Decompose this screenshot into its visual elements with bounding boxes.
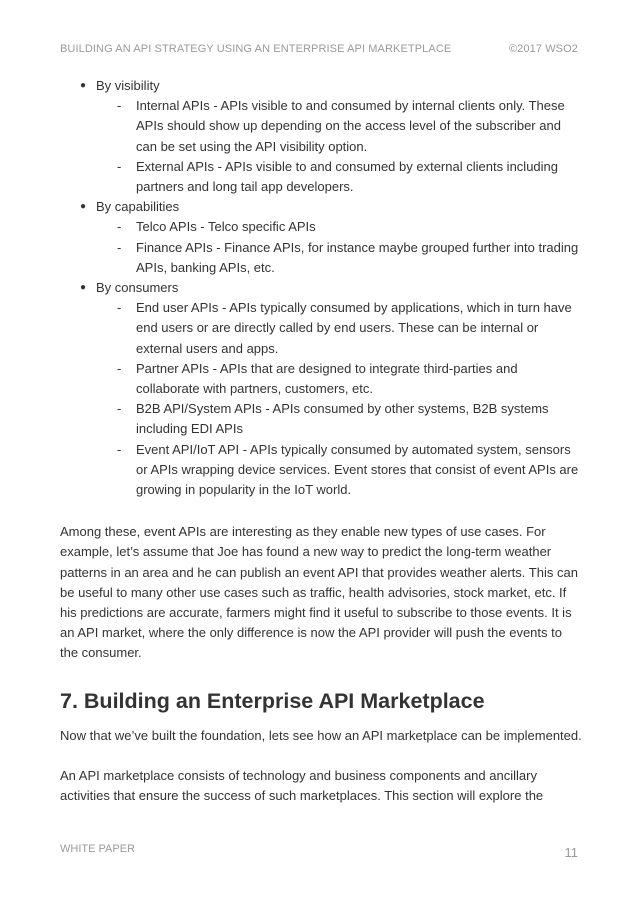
dash-icon: -	[117, 401, 122, 417]
sub-list	[96, 96, 582, 197]
dash-icon: -	[117, 98, 122, 114]
dash-icon: -	[117, 219, 122, 235]
header-copyright: ©2017 WSO2	[508, 43, 578, 55]
sub-list	[96, 298, 582, 500]
bullet-icon: ●	[80, 282, 87, 294]
sub-list-item: - End user APIs - APIs typically consumed by applications, which in turn have end users or are directly called by end users. These can be internal or external users and apps.	[117, 300, 572, 356]
footer-label: WHITE PAPER	[60, 843, 135, 855]
sub-list-item: - Telco APIs - Telco specific APIs	[96, 217, 582, 237]
page-content	[60, 76, 582, 806]
page-header	[60, 43, 578, 55]
body-paragraph: Now that we’ve built the foundation, lets see how an API marketplace can be implemented.	[60, 727, 582, 743]
bullet-icon: ●	[80, 201, 87, 213]
bullet-label: By capabilities	[96, 199, 180, 215]
list-item	[60, 76, 582, 197]
list-item	[60, 197, 582, 278]
sub-list-item: - External APIs - APIs visible to and consumed by external clients including partners and long tail app developers.	[117, 158, 558, 195]
dash-icon: -	[117, 300, 122, 316]
dash-icon: -	[117, 441, 122, 457]
list-item	[60, 278, 582, 500]
sub-list-item: - Finance APIs - Finance APIs, for instance maybe grouped further into trading APIs, banking APIs, etc.	[117, 239, 579, 275]
sub-list-item: - B2B API/System APIs - APIs consumed by other systems, B2B systems including EDI APIs	[117, 401, 549, 437]
section-heading: 7. Building an Enterprise API Marketplace	[60, 688, 485, 713]
dash-icon: -	[117, 158, 122, 174]
api-classification-list	[60, 76, 582, 500]
sub-list-item: - Partner APIs - APIs that are designed to integrate third-parties and collaborate with partners, customers, etc.	[117, 360, 518, 397]
sub-list-item: - Event API/IoT API - APIs typically consumed by automated system, sensors or APIs wrapping device services. Event stores that consist of event APIs are growing in popularity in the IoT world.	[117, 441, 579, 498]
sub-list	[96, 217, 582, 278]
body-paragraph: Among these, event APIs are interesting as they enable new types of use cases. For example, let’s assume that Joe has found a new way to predict the long-term weather patterns in an area and he can publish an event API that provides weather alerts. This can be useful to many other use cases such as traffic, health advisories, stock market, etc. If his predictions are accurate, farmers might find it useful to subscribe to those events. It is an API market, where the only difference is now the API provider will push the events to the consumer.	[60, 524, 578, 661]
bullet-label: By consumers	[96, 280, 179, 296]
header-title: BUILDING AN API STRATEGY USING AN ENTERPRISE API MARKETPLACE	[60, 43, 452, 55]
dash-icon: -	[117, 360, 122, 376]
page-number: 11	[564, 845, 578, 860]
bullet-label: By visibility	[96, 78, 160, 93]
bullet-icon: ●	[80, 80, 87, 91]
body-paragraph: An API marketplace consists of technology and business components and ancillary activities that ensure the success of such marketplaces. This section will explore the	[60, 767, 544, 804]
sub-list-item: - Internal APIs - APIs visible to and consumed by internal clients only. These APIs should show up depending on the access level of the subscriber and can be set using the API visibility option.	[117, 98, 565, 154]
dash-icon: -	[117, 239, 122, 255]
